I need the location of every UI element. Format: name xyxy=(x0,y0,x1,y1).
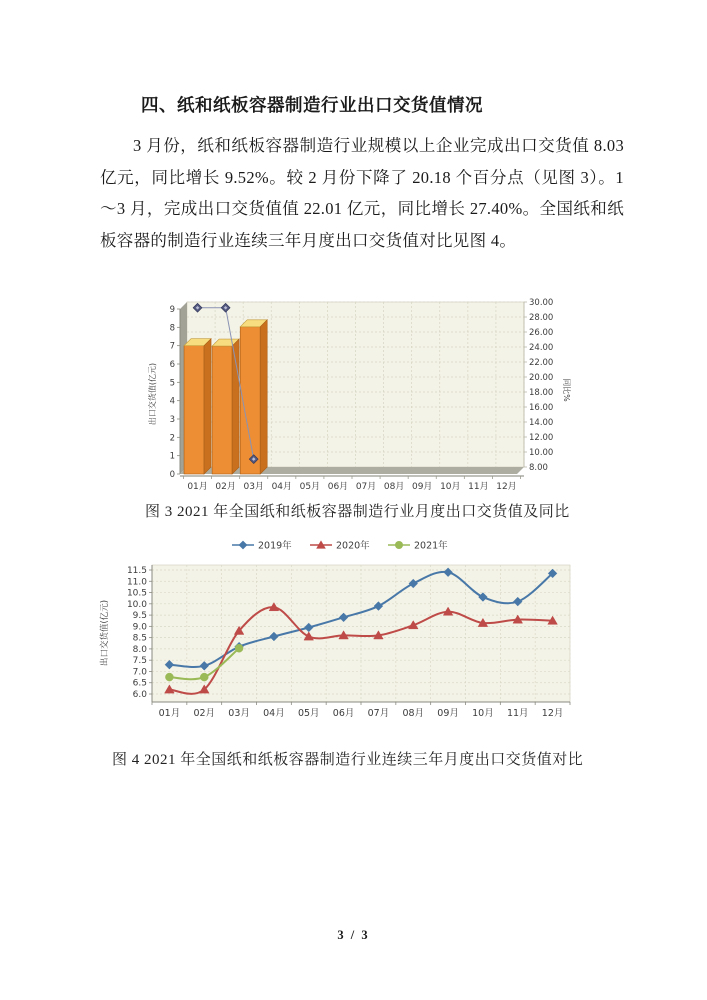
svg-text:06月: 06月 xyxy=(332,708,355,719)
svg-text:12月: 12月 xyxy=(496,482,517,492)
svg-text:28.00: 28.00 xyxy=(529,313,554,323)
svg-text:9.0: 9.0 xyxy=(132,622,147,633)
svg-text:01月: 01月 xyxy=(187,482,208,492)
figure3-bar-line-chart xyxy=(145,294,573,494)
svg-text:20.00: 20.00 xyxy=(529,373,554,383)
svg-text:08月: 08月 xyxy=(402,708,425,719)
svg-text:05月: 05月 xyxy=(297,708,320,719)
svg-text:4: 4 xyxy=(169,396,175,407)
svg-text:04月: 04月 xyxy=(271,482,293,492)
svg-text:0: 0 xyxy=(169,470,175,480)
svg-text:10.5: 10.5 xyxy=(126,588,147,599)
svg-text:11月: 11月 xyxy=(468,482,489,492)
svg-text:6: 6 xyxy=(169,360,175,370)
bar-02月 xyxy=(212,346,232,474)
svg-text:10月: 10月 xyxy=(472,708,494,719)
svg-text:03月: 03月 xyxy=(228,708,250,719)
svg-text:09月: 09月 xyxy=(437,708,459,719)
fig4-legend xyxy=(232,540,448,552)
svg-text:2019年: 2019年 xyxy=(258,540,292,552)
svg-text:09月: 09月 xyxy=(411,482,433,492)
svg-text:6.0: 6.0 xyxy=(132,690,147,700)
svg-text:7.0: 7.0 xyxy=(132,667,147,678)
svg-text:11月: 11月 xyxy=(506,708,529,719)
svg-text:04月: 04月 xyxy=(263,708,285,719)
svg-text:8: 8 xyxy=(169,323,175,334)
svg-text:05月: 05月 xyxy=(299,482,321,492)
svg-text:同比%: 同比% xyxy=(562,378,571,402)
svg-text:22.00: 22.00 xyxy=(529,358,554,368)
svg-text:2021年: 2021年 xyxy=(414,540,448,552)
svg-text:2020年: 2020年 xyxy=(336,540,370,552)
svg-text:9: 9 xyxy=(169,305,175,315)
svg-text:12.00: 12.00 xyxy=(529,433,554,443)
svg-text:26.00: 26.00 xyxy=(529,328,554,338)
body-paragraph: 3 月份，纸和纸板容器制造行业规模以上企业完成出口交货值 8.03 亿元，同比增长 9.52%。较 2 月份下降了 20.18 个百分点（见图 3）。1～3 月，完成出口交货值值 22.01 亿元，同比增长 27.40%。全国纸和纸板容器的制造行业连续三年月度出口交货值对比见图 4。 xyxy=(100,136,624,250)
svg-text:8.00: 8.00 xyxy=(529,463,548,473)
bar-01月 xyxy=(184,346,204,474)
svg-text:7.5: 7.5 xyxy=(132,656,147,667)
figure4-line-chart xyxy=(95,533,587,725)
svg-text:02月: 02月 xyxy=(215,482,236,492)
svg-text:1: 1 xyxy=(169,451,175,462)
section-title: 四、纸和纸板容器制造行业出口交货值情况 xyxy=(141,95,483,115)
svg-text:8.5: 8.5 xyxy=(132,633,147,644)
svg-text:30.00: 30.00 xyxy=(529,298,554,308)
fig3-bars xyxy=(184,320,267,474)
figure4-chart xyxy=(95,533,587,725)
svg-text:07月: 07月 xyxy=(355,482,377,492)
svg-text:11.5: 11.5 xyxy=(126,566,147,576)
svg-text:出口交货值(亿元): 出口交货值(亿元) xyxy=(148,362,157,426)
svg-text:08月: 08月 xyxy=(383,482,405,492)
svg-text:11.0: 11.0 xyxy=(126,577,147,588)
figure3-chart xyxy=(145,294,573,494)
svg-text:5: 5 xyxy=(169,378,175,389)
svg-text:10月: 10月 xyxy=(440,482,461,492)
svg-text:3: 3 xyxy=(169,415,175,425)
svg-text:18.00: 18.00 xyxy=(529,388,554,398)
svg-text:14.00: 14.00 xyxy=(529,418,554,428)
svg-text:8.0: 8.0 xyxy=(132,644,147,655)
svg-text:06月: 06月 xyxy=(327,482,349,492)
svg-text:16.00: 16.00 xyxy=(529,403,554,413)
svg-text:24.00: 24.00 xyxy=(529,343,554,353)
svg-text:07月: 07月 xyxy=(367,708,390,719)
page-number: 3 / 3 xyxy=(337,928,370,942)
svg-text:10.00: 10.00 xyxy=(529,448,554,458)
figure4-caption: 图 4 2021 年全国纸和纸板容器制造行业连续三年月度出口交货值对比 xyxy=(112,752,584,768)
svg-text:出口交货值(亿元): 出口交货值(亿元) xyxy=(100,599,110,667)
svg-text:6.5: 6.5 xyxy=(132,678,147,689)
svg-text:9.5: 9.5 xyxy=(132,611,147,622)
svg-text:12月: 12月 xyxy=(541,708,564,719)
svg-text:03月: 03月 xyxy=(243,482,264,492)
svg-text:10.0: 10.0 xyxy=(126,599,147,610)
svg-text:7: 7 xyxy=(169,341,175,352)
svg-text:01月: 01月 xyxy=(158,708,181,719)
svg-text:2: 2 xyxy=(169,433,175,444)
figure3-caption: 图 3 2021 年全国纸和纸板容器制造行业月度出口交货值及同比 xyxy=(145,504,570,520)
svg-text:02月: 02月 xyxy=(193,708,216,719)
